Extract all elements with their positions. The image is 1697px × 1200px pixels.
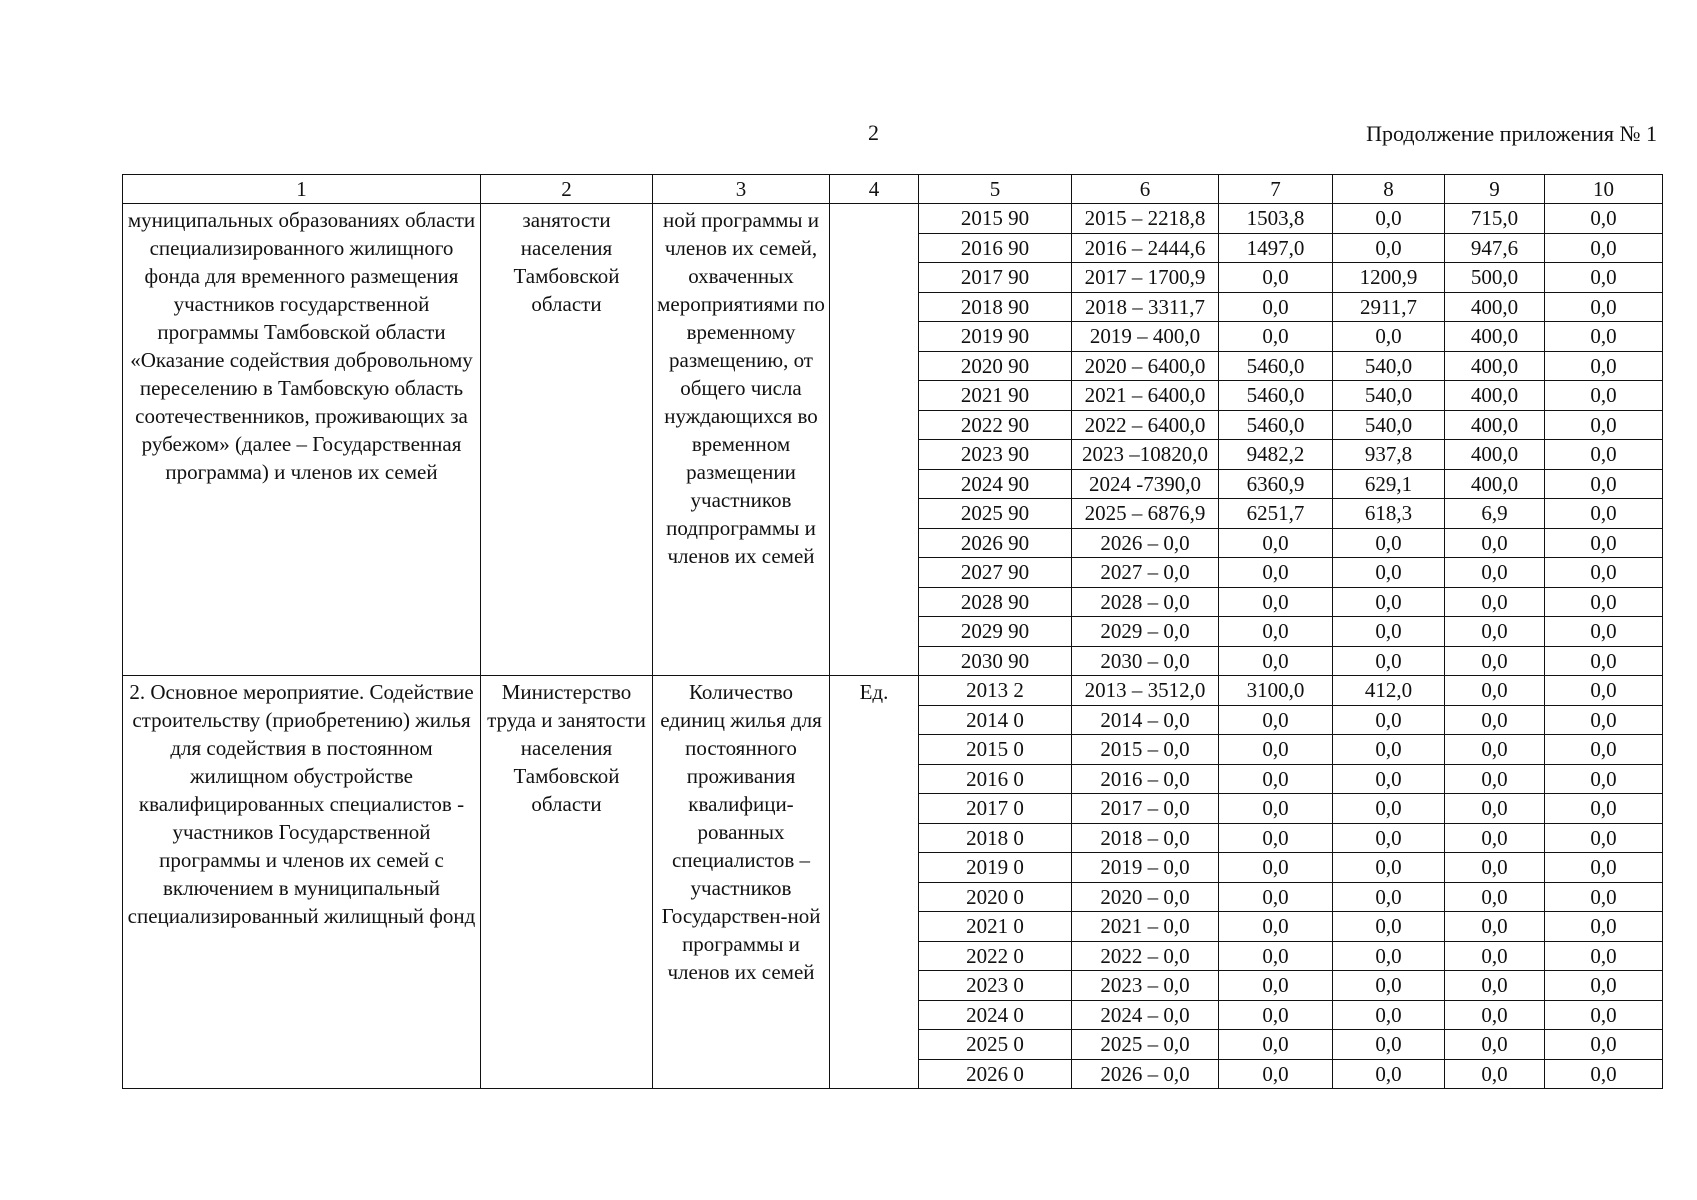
value-cell: 2021 – 6400,0 [1072, 381, 1219, 411]
table-body [123, 204, 1663, 1089]
value-cell: 2021 0 [919, 912, 1072, 942]
value-cell: 412,0 [1333, 676, 1445, 706]
value-cell: 0,0 [1445, 587, 1545, 617]
value-cell: 0,0 [1445, 528, 1545, 558]
value-cell: 618,3 [1333, 499, 1445, 529]
value-cell: 0,0 [1333, 764, 1445, 794]
value-cell: 0,0 [1333, 558, 1445, 588]
value-cell: 0,0 [1219, 912, 1333, 942]
value-cell: 2029 – 0,0 [1072, 617, 1219, 647]
value-cell: 0,0 [1445, 912, 1545, 942]
value-cell: 2014 – 0,0 [1072, 705, 1219, 735]
program-table [122, 174, 1663, 1089]
value-cell: 0,0 [1545, 292, 1663, 322]
value-cell: 2026 0 [919, 1059, 1072, 1089]
value-cell: 0,0 [1333, 794, 1445, 824]
value-cell: 0,0 [1333, 705, 1445, 735]
value-cell: 2028 – 0,0 [1072, 587, 1219, 617]
continuation-label: Продолжение приложения № 1 [1366, 121, 1657, 146]
value-cell: 937,8 [1333, 440, 1445, 470]
table-row [123, 204, 1663, 234]
column-header: 4 [830, 175, 919, 204]
value-cell: 1200,9 [1333, 263, 1445, 293]
value-cell: 0,0 [1545, 1000, 1663, 1030]
value-cell: 500,0 [1445, 263, 1545, 293]
value-cell: 2015 – 0,0 [1072, 735, 1219, 765]
value-cell: 0,0 [1219, 558, 1333, 588]
value-cell: 0,0 [1219, 587, 1333, 617]
value-cell: 0,0 [1333, 204, 1445, 234]
value-cell: 0,0 [1219, 764, 1333, 794]
value-cell: 2018 90 [919, 292, 1072, 322]
section-col1-cell: муниципальных образованиях области специализированного жилищного фонда для временного размещения участников государственной программы Тамбовской области «Оказание содействия добровольному переселению в Тамбовскую область соотечественников, проживающих за рубежом» (далее – Государственная программа) и членов их семей [123, 204, 481, 676]
value-cell: 0,0 [1545, 528, 1663, 558]
value-cell: 0,0 [1333, 912, 1445, 942]
value-cell: 0,0 [1445, 558, 1545, 588]
section-col1-cell: 2. Основное мероприятие. Содействие строительству (приобретению) жилья для содействия в постоянном жилищном обустройстве квалифицированных специалистов - участников Государственной программы и членов их семей с включением в муниципальный специализированный жилищный фонд [123, 676, 481, 1089]
column-header: 7 [1219, 175, 1333, 204]
value-cell: 947,6 [1445, 233, 1545, 263]
value-cell: 2018 0 [919, 823, 1072, 853]
value-cell: 2020 90 [919, 351, 1072, 381]
value-cell: 0,0 [1445, 617, 1545, 647]
value-cell: 0,0 [1545, 853, 1663, 883]
value-cell: 0,0 [1333, 1030, 1445, 1060]
value-cell: 2021 – 0,0 [1072, 912, 1219, 942]
value-cell: 0,0 [1333, 322, 1445, 352]
value-cell: 2023 0 [919, 971, 1072, 1001]
value-cell: 2026 90 [919, 528, 1072, 558]
value-cell: 0,0 [1545, 381, 1663, 411]
value-cell: 2023 –10820,0 [1072, 440, 1219, 470]
value-cell: 6251,7 [1219, 499, 1333, 529]
value-cell: 2028 90 [919, 587, 1072, 617]
value-cell: 2025 0 [919, 1030, 1072, 1060]
value-cell: 0,0 [1219, 971, 1333, 1001]
value-cell: 2017 0 [919, 794, 1072, 824]
value-cell: 0,0 [1545, 676, 1663, 706]
value-cell: 0,0 [1545, 882, 1663, 912]
value-cell: 0,0 [1219, 941, 1333, 971]
value-cell: 0,0 [1333, 646, 1445, 676]
value-cell: 400,0 [1445, 410, 1545, 440]
value-cell: 0,0 [1333, 233, 1445, 263]
value-cell: 6,9 [1445, 499, 1545, 529]
value-cell: 0,0 [1445, 882, 1545, 912]
value-cell: 0,0 [1333, 882, 1445, 912]
value-cell: 0,0 [1545, 971, 1663, 1001]
section-col4-cell [830, 204, 919, 676]
value-cell: 9482,2 [1219, 440, 1333, 470]
page-number: 2 [868, 120, 879, 145]
value-cell: 0,0 [1333, 528, 1445, 558]
value-cell: 2018 – 0,0 [1072, 823, 1219, 853]
value-cell: 0,0 [1445, 676, 1545, 706]
value-cell: 0,0 [1545, 1030, 1663, 1060]
value-cell: 0,0 [1445, 1030, 1545, 1060]
value-cell: 0,0 [1219, 528, 1333, 558]
value-cell: 400,0 [1445, 292, 1545, 322]
value-cell: 0,0 [1545, 764, 1663, 794]
value-cell: 400,0 [1445, 322, 1545, 352]
value-cell: 400,0 [1445, 469, 1545, 499]
value-cell: 0,0 [1545, 351, 1663, 381]
value-cell: 0,0 [1545, 587, 1663, 617]
value-cell: 0,0 [1545, 263, 1663, 293]
section-col4-cell: Ед. [830, 676, 919, 1089]
section-col2-cell: Министерство труда и занятости населения Тамбовской области [481, 676, 653, 1089]
value-cell: 0,0 [1333, 617, 1445, 647]
value-cell: 0,0 [1545, 440, 1663, 470]
value-cell: 2020 – 0,0 [1072, 882, 1219, 912]
value-cell: 0,0 [1545, 735, 1663, 765]
value-cell: 5460,0 [1219, 381, 1333, 411]
value-cell: 0,0 [1545, 499, 1663, 529]
value-cell: 2016 0 [919, 764, 1072, 794]
value-cell: 0,0 [1333, 853, 1445, 883]
value-cell: 2022 – 6400,0 [1072, 410, 1219, 440]
value-cell: 2013 2 [919, 676, 1072, 706]
value-cell: 2016 – 0,0 [1072, 764, 1219, 794]
value-cell: 5460,0 [1219, 410, 1333, 440]
value-cell: 2020 – 6400,0 [1072, 351, 1219, 381]
value-cell: 2021 90 [919, 381, 1072, 411]
value-cell: 0,0 [1545, 941, 1663, 971]
value-cell: 0,0 [1219, 617, 1333, 647]
value-cell: 2030 – 0,0 [1072, 646, 1219, 676]
value-cell: 0,0 [1219, 1059, 1333, 1089]
value-cell: 0,0 [1445, 646, 1545, 676]
value-cell: 0,0 [1219, 292, 1333, 322]
value-cell: 2019 90 [919, 322, 1072, 352]
value-cell: 400,0 [1445, 440, 1545, 470]
value-cell: 629,1 [1333, 469, 1445, 499]
value-cell: 400,0 [1445, 351, 1545, 381]
value-cell: 2023 90 [919, 440, 1072, 470]
value-cell: 0,0 [1545, 233, 1663, 263]
value-cell: 715,0 [1445, 204, 1545, 234]
column-header: 8 [1333, 175, 1445, 204]
value-cell: 2026 – 0,0 [1072, 528, 1219, 558]
column-header: 6 [1072, 175, 1219, 204]
value-cell: 0,0 [1545, 705, 1663, 735]
value-cell: 2019 – 0,0 [1072, 853, 1219, 883]
column-header: 5 [919, 175, 1072, 204]
value-cell: 0,0 [1445, 764, 1545, 794]
column-header: 9 [1445, 175, 1545, 204]
value-cell: 2015 0 [919, 735, 1072, 765]
value-cell: 2024 90 [919, 469, 1072, 499]
value-cell: 0,0 [1333, 971, 1445, 1001]
value-cell: 2027 – 0,0 [1072, 558, 1219, 588]
value-cell: 0,0 [1333, 587, 1445, 617]
value-cell: 2911,7 [1333, 292, 1445, 322]
section-col3-cell: ной программы и членов их семей, охваченных мероприятиями по временному размещению, от общего числа нуждающихся во временном размещении участников подпрограммы и членов их семей [653, 204, 830, 676]
table-row [123, 676, 1663, 706]
value-cell: 0,0 [1219, 794, 1333, 824]
value-cell: 0,0 [1545, 322, 1663, 352]
value-cell: 2019 – 400,0 [1072, 322, 1219, 352]
value-cell: 0,0 [1219, 823, 1333, 853]
value-cell: 1497,0 [1219, 233, 1333, 263]
value-cell: 0,0 [1545, 794, 1663, 824]
value-cell: 2024 0 [919, 1000, 1072, 1030]
section-col3-cell: Количество единиц жилья для постоянного проживания квалифици-рованных специалистов – участников Государствен-ной программы и членов их семей [653, 676, 830, 1089]
value-cell: 0,0 [1445, 853, 1545, 883]
value-cell: 0,0 [1445, 705, 1545, 735]
value-cell: 2025 – 0,0 [1072, 1030, 1219, 1060]
value-cell: 5460,0 [1219, 351, 1333, 381]
column-header: 10 [1545, 175, 1663, 204]
value-cell: 0,0 [1333, 941, 1445, 971]
value-cell: 2014 0 [919, 705, 1072, 735]
value-cell: 0,0 [1445, 794, 1545, 824]
header-row [123, 175, 1663, 204]
value-cell: 0,0 [1445, 735, 1545, 765]
value-cell: 0,0 [1545, 823, 1663, 853]
value-cell: 0,0 [1219, 705, 1333, 735]
value-cell: 2017 – 1700,9 [1072, 263, 1219, 293]
value-cell: 0,0 [1219, 735, 1333, 765]
value-cell: 0,0 [1219, 646, 1333, 676]
value-cell: 2019 0 [919, 853, 1072, 883]
value-cell: 540,0 [1333, 410, 1445, 440]
value-cell: 2025 – 6876,9 [1072, 499, 1219, 529]
value-cell: 0,0 [1333, 1059, 1445, 1089]
value-cell: 2024 – 0,0 [1072, 1000, 1219, 1030]
value-cell: 540,0 [1333, 381, 1445, 411]
value-cell: 2023 – 0,0 [1072, 971, 1219, 1001]
value-cell: 0,0 [1545, 558, 1663, 588]
value-cell: 2020 0 [919, 882, 1072, 912]
value-cell: 0,0 [1333, 823, 1445, 853]
value-cell: 2022 90 [919, 410, 1072, 440]
value-cell: 0,0 [1545, 1059, 1663, 1089]
value-cell: 0,0 [1333, 735, 1445, 765]
value-cell: 2017 – 0,0 [1072, 794, 1219, 824]
value-cell: 2027 90 [919, 558, 1072, 588]
value-cell: 2022 0 [919, 941, 1072, 971]
value-cell: 2017 90 [919, 263, 1072, 293]
value-cell: 2015 90 [919, 204, 1072, 234]
column-header: 2 [481, 175, 653, 204]
value-cell: 0,0 [1219, 853, 1333, 883]
value-cell: 1503,8 [1219, 204, 1333, 234]
value-cell: 0,0 [1545, 912, 1663, 942]
value-cell: 0,0 [1445, 941, 1545, 971]
value-cell: 2016 90 [919, 233, 1072, 263]
value-cell: 0,0 [1219, 1030, 1333, 1060]
value-cell: 2029 90 [919, 617, 1072, 647]
value-cell: 400,0 [1445, 381, 1545, 411]
value-cell: 2030 90 [919, 646, 1072, 676]
value-cell: 2024 -7390,0 [1072, 469, 1219, 499]
value-cell: 0,0 [1219, 322, 1333, 352]
value-cell: 540,0 [1333, 351, 1445, 381]
value-cell: 0,0 [1545, 410, 1663, 440]
value-cell: 0,0 [1219, 1000, 1333, 1030]
value-cell: 2025 90 [919, 499, 1072, 529]
value-cell: 2018 – 3311,7 [1072, 292, 1219, 322]
value-cell: 0,0 [1445, 1000, 1545, 1030]
value-cell: 2013 – 3512,0 [1072, 676, 1219, 706]
value-cell: 2026 – 0,0 [1072, 1059, 1219, 1089]
value-cell: 0,0 [1545, 204, 1663, 234]
section-col2-cell: занятости населения Тамбовской области [481, 204, 653, 676]
value-cell: 2015 – 2218,8 [1072, 204, 1219, 234]
value-cell: 0,0 [1219, 882, 1333, 912]
value-cell: 0,0 [1333, 1000, 1445, 1030]
value-cell: 0,0 [1545, 617, 1663, 647]
value-cell: 0,0 [1545, 469, 1663, 499]
value-cell: 2022 – 0,0 [1072, 941, 1219, 971]
value-cell: 0,0 [1445, 1059, 1545, 1089]
column-header: 1 [123, 175, 481, 204]
value-cell: 0,0 [1219, 263, 1333, 293]
value-cell: 6360,9 [1219, 469, 1333, 499]
value-cell: 2016 – 2444,6 [1072, 233, 1219, 263]
value-cell: 3100,0 [1219, 676, 1333, 706]
value-cell: 0,0 [1545, 646, 1663, 676]
value-cell: 0,0 [1445, 823, 1545, 853]
value-cell: 0,0 [1445, 971, 1545, 1001]
column-header: 3 [653, 175, 830, 204]
